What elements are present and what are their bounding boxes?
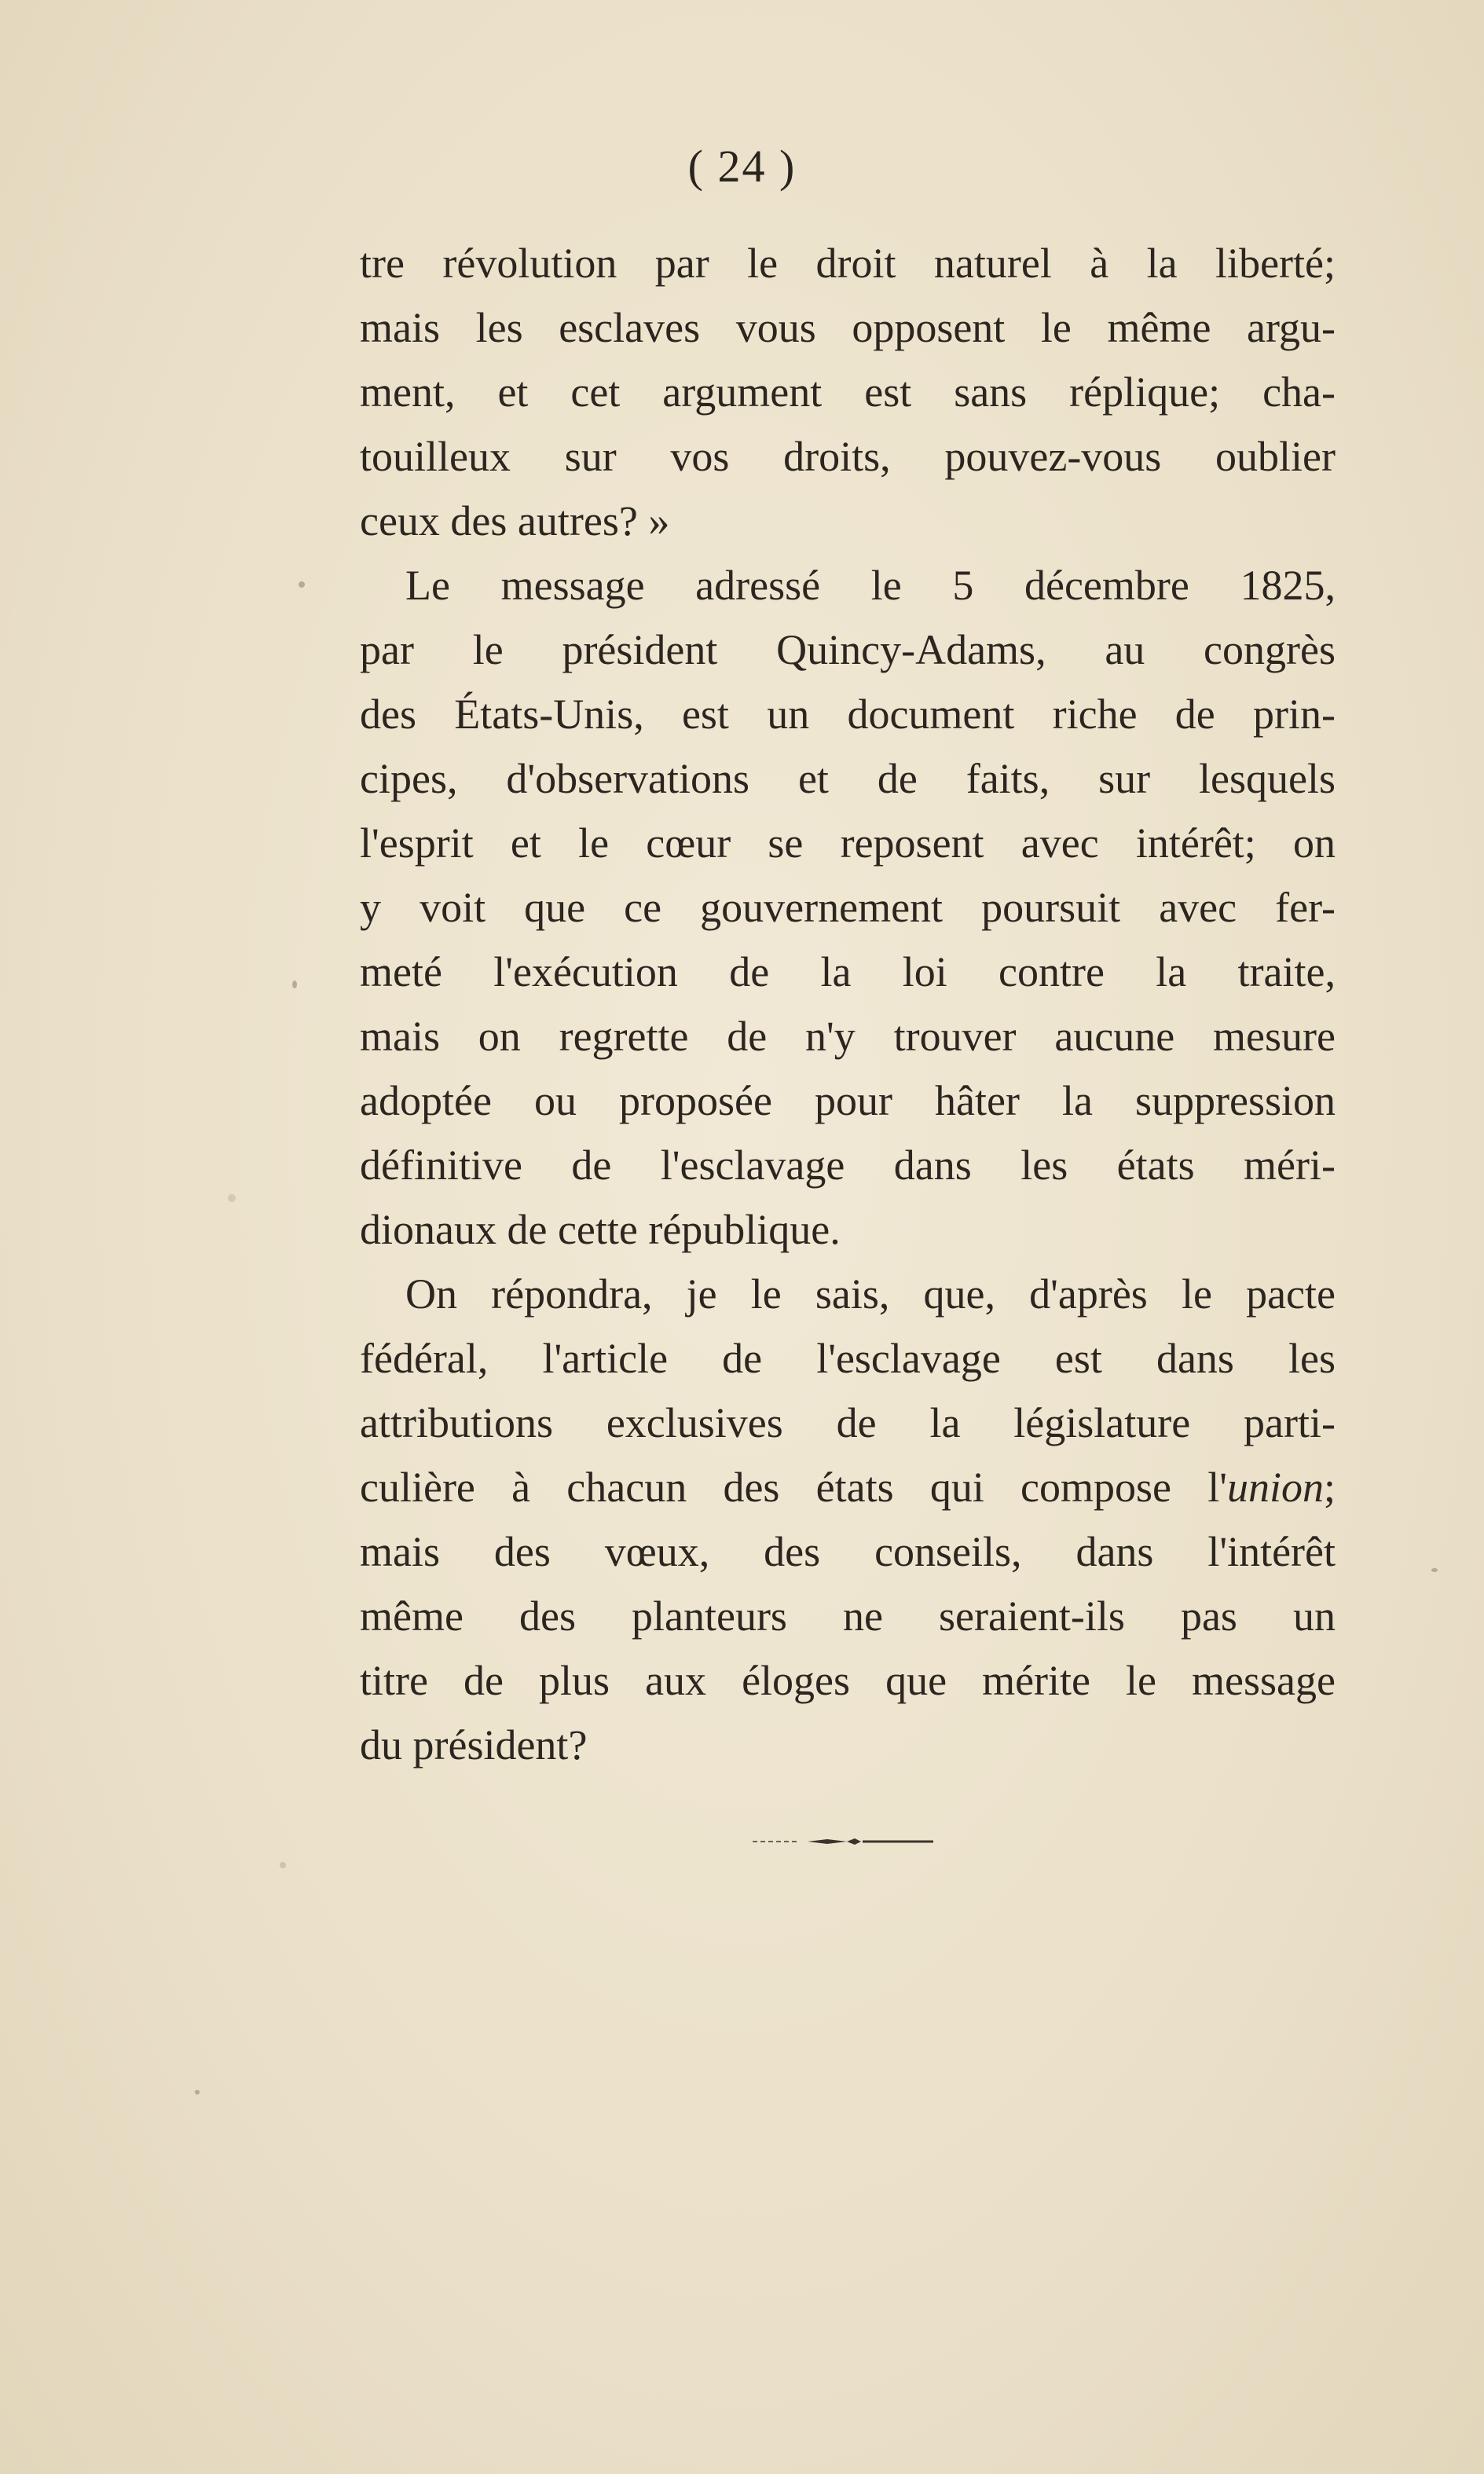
text-line: des États-Unis, est un document riche de prin- (360, 691, 1336, 738)
text-line: ceux des autres? » (360, 497, 670, 544)
paper-speck (299, 581, 305, 588)
text-line: y voit que ce gouvernement poursuit avec fer- (360, 884, 1336, 931)
text-line: par le président Quincy-Adams, au congrès (360, 626, 1336, 673)
text-line: touilleux sur vos droits, pouvez-vous oublier (360, 433, 1336, 480)
text-line: du président? (360, 1721, 588, 1768)
text-line: tre révolution par le droit naturel à la liberté; (360, 240, 1336, 287)
text-line: Le message adressé le 5 décembre 1825, (405, 562, 1336, 609)
paper-speck (228, 1194, 236, 1202)
text-line: cipes, d'observations et de faits, sur lesquels (360, 755, 1336, 802)
italic-word-union: union (1226, 1464, 1324, 1511)
text-line: adoptée ou proposée pour hâter la suppression (360, 1077, 1336, 1124)
paper-speck (1431, 1568, 1438, 1572)
page-number: ( 24 ) (687, 141, 797, 192)
paper-speck (195, 2090, 200, 2095)
text-line: même des planteurs ne seraient-ils pas un (360, 1593, 1336, 1640)
paper-speck (280, 1862, 286, 1868)
text-line: titre de plus aux éloges que mérite le message (360, 1657, 1336, 1704)
text-line: mais on regrette de n'y trouver aucune mesure (360, 1013, 1336, 1060)
text-segment: ; (1323, 1464, 1336, 1511)
text-line: ment, et cet argument est sans réplique; cha- (360, 368, 1336, 416)
text-line: meté l'exécution de la loi contre la traite, (360, 948, 1336, 995)
text-segment: culière à chacun des états qui compose l' (360, 1464, 1227, 1511)
text-line: mais les esclaves vous opposent le même argu- (360, 304, 1336, 351)
paper-speck (292, 980, 297, 988)
text-line: On répondra, je le sais, que, d'après le pacte (405, 1270, 1336, 1318)
body-text (360, 231, 1336, 1777)
text-line: l'esprit et le cœur se reposent avec intérêt; on (360, 819, 1336, 867)
text-line: fédéral, l'article de l'esclavage est dans les (360, 1335, 1336, 1382)
text-line: mais des vœux, des conseils, dans l'intérêt (360, 1528, 1336, 1575)
text-line: définitive de l'esclavage dans les états méri- (360, 1142, 1336, 1189)
text-line: attributions exclusives de la législature parti- (360, 1399, 1336, 1446)
text-line (360, 1455, 1336, 1519)
tail-ornament-icon (753, 1837, 933, 1846)
text-line: dionaux de cette république. (360, 1206, 841, 1253)
